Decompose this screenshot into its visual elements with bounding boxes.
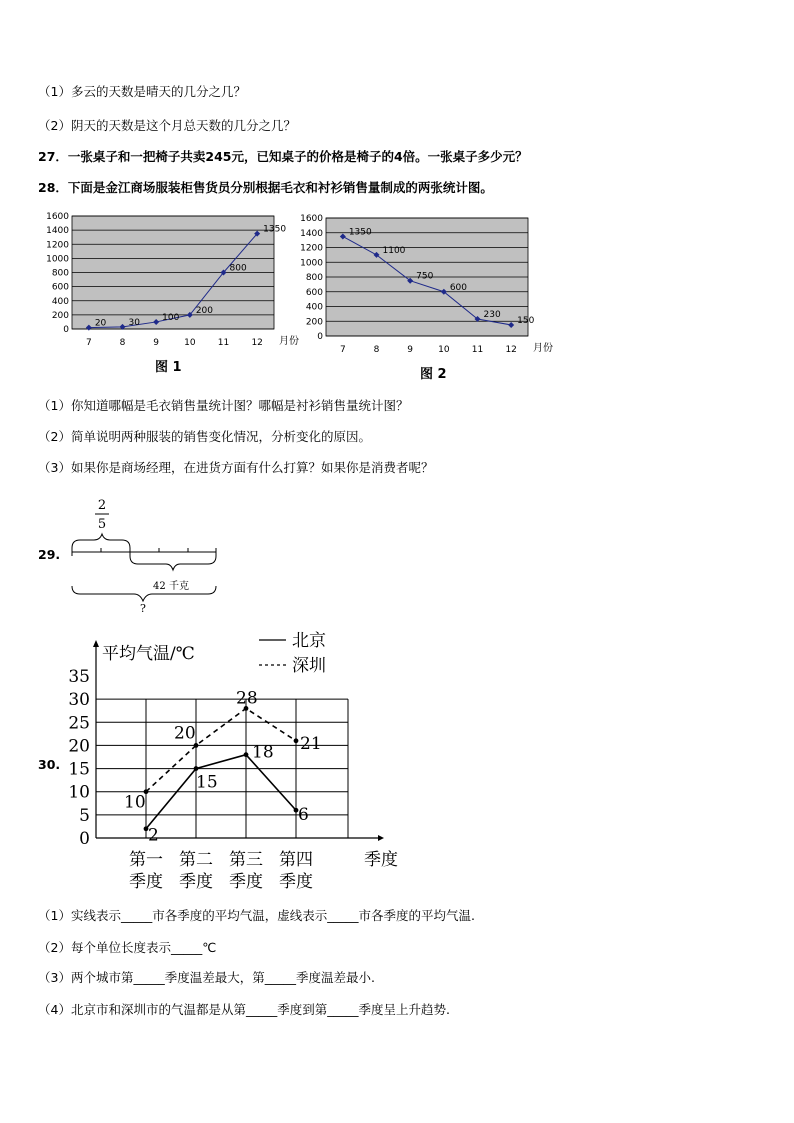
legend-label-shenzhen: 深圳 (292, 656, 326, 676)
q26-sub2: （2）阴天的天数是这个月总天数的几分之几？ (38, 118, 296, 133)
y-axis-arrow (93, 640, 99, 647)
y-tick-label: 200 (51, 310, 69, 321)
q30-sub4: （4）北京市和深圳市的气温都是从第_____季度到第_____季度呈上升趋势. (38, 1002, 450, 1017)
q30-sub3: （3）两个城市第_____季度温差最大，第_____季度温差最小. (38, 970, 375, 985)
x-tick-label-line2: 季度 (279, 872, 313, 892)
y-tick-label: 1600 (46, 212, 69, 222)
x-tick-label: 11 (471, 345, 484, 355)
q30-number: 30. (38, 757, 61, 772)
y-tick-label: 1400 (46, 226, 69, 237)
x-tick-label-line1: 第三 (229, 850, 263, 870)
y-tick-label: 1600 (300, 214, 323, 224)
y-axis-label: 平均气温/℃ (102, 644, 195, 664)
data-label: 150 (517, 315, 535, 326)
chart-fig1 (38, 205, 308, 355)
x-axis-arrow (378, 835, 384, 841)
x-tick-label: 12 (251, 338, 263, 348)
q29-diagram (66, 490, 226, 615)
y-tick-label: 30 (68, 690, 90, 711)
y-tick-label: 10 (68, 782, 90, 803)
x-tick-label-line1: 第一 (129, 850, 163, 870)
q30-sub1: （1）实线表示_____市各季度的平均气温，虚线表示_____市各季度的平均气温. (38, 908, 475, 923)
q28-sub2: （2）简单说明两种服装的销售变化情况，分析变化的原因。 (38, 429, 371, 444)
data-label: 18 (252, 742, 274, 763)
data-label: 2 (148, 825, 159, 846)
data-label: 200 (195, 305, 214, 316)
y-tick-label: 20 (68, 736, 90, 757)
y-tick-label: 35 (68, 667, 90, 687)
data-label: 1350 (263, 224, 287, 235)
q29-bottom-brace (72, 586, 216, 601)
x-axis-label: 季度 (364, 850, 398, 870)
x-tick-label: 7 (339, 345, 346, 355)
x-tick-label: 7 (85, 338, 92, 348)
y-tick-label: 600 (305, 287, 323, 298)
x-tick-label: 10 (438, 345, 450, 355)
data-label: 30 (128, 317, 140, 328)
q29-weight-label: 42 千克 (153, 581, 189, 592)
y-tick-label: 25 (68, 713, 90, 734)
y-tick-label: 1200 (300, 243, 323, 254)
data-label: 20 (94, 318, 107, 329)
q28-sub3: （3）如果你是商场经理，在进货方面有什么打算？如果你是消费者呢？ (38, 460, 434, 475)
y-tick-label: 1000 (46, 254, 69, 265)
y-tick-label: 200 (305, 317, 323, 328)
q27-text: 27．一张桌子和一把椅子共卖245元，已知桌子的价格是椅子的4倍。一张桌子多少元？ (38, 149, 528, 164)
y-tick-label: 0 (79, 829, 90, 849)
data-point (194, 743, 199, 748)
y-tick-label: 400 (305, 302, 323, 313)
y-tick-label: 1400 (300, 228, 323, 239)
x-tick-label-line1: 第二 (179, 850, 213, 870)
q29-fraction-denominator: 5 (97, 517, 107, 532)
x-tick-label-line1: 第四 (279, 850, 313, 870)
data-label: 10 (124, 792, 146, 813)
x-tick-label: 10 (184, 338, 196, 348)
data-point (294, 738, 299, 743)
data-label: 20 (174, 723, 196, 744)
y-tick-label: 800 (305, 273, 323, 283)
q29-mid-brace (130, 556, 216, 570)
y-tick-label: 0 (317, 332, 323, 342)
data-label: 6 (298, 805, 309, 826)
q29-number: 29. (38, 547, 61, 562)
x-tick-label: 9 (153, 338, 160, 348)
q26-sub1: （1）多云的天数是晴天的几分之几？ (38, 84, 246, 99)
data-label: 750 (416, 271, 434, 282)
x-tick-label: 12 (505, 345, 517, 355)
x-tick-label: 11 (217, 338, 230, 348)
y-tick-label: 1200 (46, 240, 69, 251)
caption-fig1: 图 1 (155, 360, 182, 375)
data-label: 230 (483, 310, 501, 321)
x-axis-label: 月份 (279, 336, 299, 347)
chart-fig2 (292, 208, 562, 363)
x-tick-label: 8 (119, 338, 126, 348)
x-tick-label-line2: 季度 (179, 872, 213, 892)
data-point (194, 766, 199, 771)
y-tick-label: 5 (79, 805, 90, 826)
y-tick-label: 400 (51, 296, 69, 307)
y-tick-label: 0 (63, 325, 69, 335)
data-label: 800 (229, 263, 247, 274)
data-label: 1350 (348, 227, 372, 238)
data-label: 21 (300, 733, 322, 754)
x-axis-label: 月份 (533, 343, 553, 354)
data-label: 100 (162, 312, 180, 323)
x-tick-label: 8 (373, 345, 380, 355)
data-label: 15 (196, 772, 218, 793)
q30-sub2: （2）每个单位长度表示_____℃ (38, 940, 217, 955)
q28-sub1: （1）你知道哪幅是毛衣销售量统计图？哪幅是衬衫销售量统计图？ (38, 398, 409, 413)
data-label: 28 (236, 688, 258, 709)
q29-fraction-numerator: 2 (97, 498, 107, 513)
caption-fig2: 图 2 (420, 367, 447, 382)
q29-question-mark: ? (140, 602, 146, 615)
q28-text: 28．下面是金江商场服装柜售货员分别根据毛衣和衬衫销售量制成的两张统计图。 (38, 180, 493, 195)
legend-label-beijing: 北京 (292, 631, 326, 651)
chart-temperature (66, 625, 406, 895)
data-label: 600 (449, 282, 468, 293)
y-tick-label: 1000 (300, 258, 323, 269)
y-tick-label: 800 (51, 268, 69, 279)
y-tick-label: 600 (51, 282, 69, 293)
data-point (244, 752, 249, 757)
x-tick-label-line2: 季度 (129, 872, 163, 892)
x-tick-label-line2: 季度 (229, 872, 263, 892)
x-tick-label: 9 (407, 345, 414, 355)
y-tick-label: 15 (68, 759, 90, 780)
data-label: 1100 (382, 245, 406, 256)
q29-top-brace (72, 534, 130, 548)
